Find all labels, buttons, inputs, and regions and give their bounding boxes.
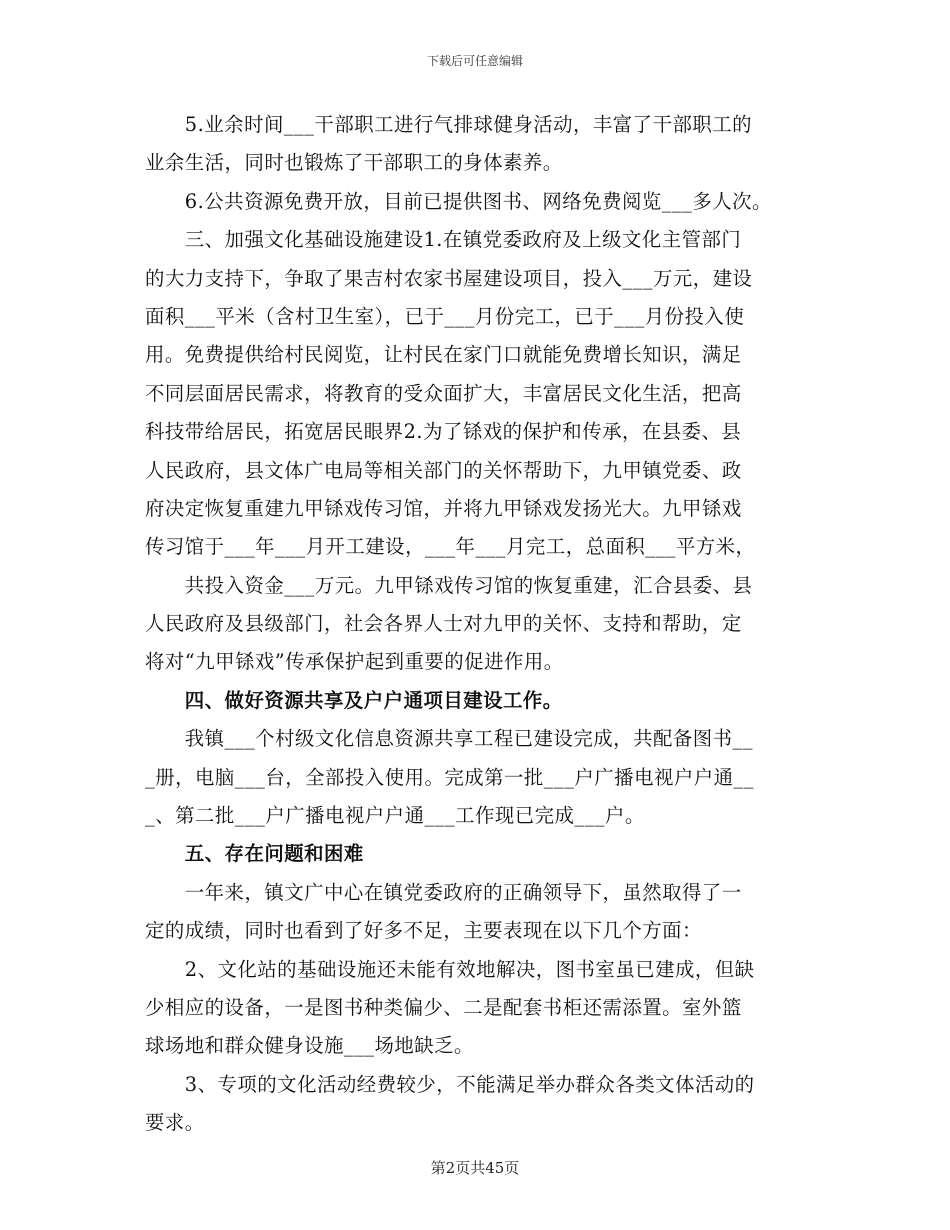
page-header: 下载后可任意编辑 [426,54,523,68]
document-body [145,106,815,1143]
paragraph-line: 三、加强文化基础设施建设1.在镇党委政府及上级文化主管部门 [145,228,742,252]
paragraph-line: 2、文化站的基础设施还未能有效地解决，图书室虽已建成，但缺 [145,957,755,981]
paragraph-line: 不同层面居民需求，将教育的受众面扩大，丰富居民文化生活，把高 [145,381,742,405]
paragraph-line: _册，电脑___台，全部投入使用。完成第一批___户广播电视户户通__ [145,765,754,789]
paragraph-line: 共投入资金___万元。九甲铩戏传习馆的恢复重建，汇合县委、县 [145,573,753,597]
section-heading-line: 四、做好资源共享及户户通项目建设工作。 [145,688,563,712]
paragraph-line: 人民政府，县文体广电局等相关部门的关怀帮助下，九甲镇党委、政 [145,458,742,482]
paragraph-line: 球场地和群众健身设施___场地缺乏。 [145,1034,474,1058]
paragraph-line: 将对“九甲铩戏”传承保护起到重要的促进作用。 [145,650,564,674]
paragraph-line: 用。免费提供给村民阅览，让村民在家门口就能免费增长知识，满足 [145,343,742,367]
paragraph-line: 定的成绩，同时也看到了好多不足，主要表现在以下几个方面： [145,919,702,943]
paragraph-line: 5.业余时间___干部职工进行气排球健身活动，丰富了干部职工的 [145,113,753,136]
paragraph-line: 面积___平米（含村卫生室），已于___月份完工，已于___月份投入使 [145,304,745,328]
paragraph-line: 少相应的设备，一是图书种类偏少、二是配套书柜还需添置。室外篮 [145,995,742,1019]
paragraph-line: 6.公共资源免费开放，目前已提供图书、网络免费阅览___多人次。 [145,189,772,213]
paragraph-line: 3、专项的文化活动经费较少，不能满足举办群众各类文体活动的 [145,1072,755,1096]
paragraph-line: 要求。 [145,1111,205,1135]
paragraph-line: 我镇___个村级文化信息资源共享工程已建设完成，共配备图书__ [145,727,753,751]
paragraph-line: 科技带给居民，拓宽居民眼界2.为了铩戏的保护和传承，在县委、县 [145,420,742,444]
section-heading-line: 五、存在问题和困难 [145,842,364,866]
page-footer: 第2页共45页 [430,1159,520,1177]
paragraph-line: 人民政府及县级部门，社会各界人士对九甲的关怀、支持和帮助，定 [145,612,742,636]
paragraph-line: 业余生活，同时也锻炼了干部职工的身体素养。 [145,151,563,175]
paragraph-line: _、第二批___户广播电视户户通___工作现已完成___户。 [145,804,645,828]
paragraph-line: 传习馆于___年___月开工建设，___年___月完工，总面积___平方米， [145,535,756,559]
paragraph-line: 一年来，镇文广中心在镇党委政府的正确领导下，虽然取得了一 [145,880,742,904]
paragraph-line: 的大力支持下，争取了果吉村农家书屋建设项目，投入___万元，建设 [145,266,753,290]
paragraph-line: 府决定恢复重建九甲铩戏传习馆，并将九甲铩戏发扬光大。九甲铩戏 [145,496,742,520]
